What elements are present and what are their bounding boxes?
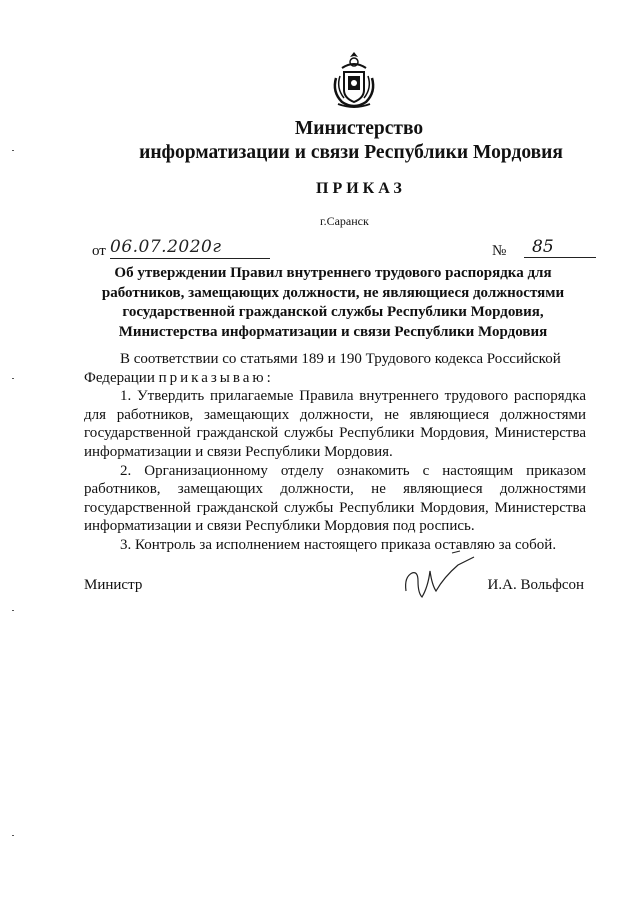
number-handwritten: 85 (524, 237, 596, 258)
document-body (84, 350, 586, 555)
date-number-row (92, 237, 602, 265)
city: г.Саранск (320, 214, 369, 228)
date-prefix: от (92, 243, 106, 259)
date-handwritten: 06.07.2020г (110, 237, 270, 259)
ministry-name-line2: информатизации и связи Республики Мордовия (139, 142, 563, 163)
signatory-name: И.А. Вольфсон (487, 577, 584, 593)
document-title: Об утверждении Правил внутреннего трудового распорядка для работников, замещающих должности, не являющиеся должностями государственной гражданской службы Республики Мордовия, Министерства информатизации и связи Республики Мордовия (101, 265, 565, 340)
signature-block (84, 575, 584, 635)
coat-of-arms-emblem (328, 48, 380, 110)
item-1: 1. Утвердить прилагаемые Правила внутреннего трудового распорядка для работников, замещающих должности, не являющиеся должностями государственной гражданской службы Республики Мордовия, Министерства информатизации и связи Республики Мордовия. (84, 388, 586, 460)
document-type: ПРИКАЗ (316, 180, 406, 197)
scan-mark (12, 150, 14, 151)
handwritten-signature (400, 547, 480, 607)
scan-mark (12, 835, 14, 836)
number-prefix: № (492, 243, 507, 259)
intro-paragraph: В соответствии со статьями 189 и 190 Трудового кодекса Российской (120, 351, 561, 367)
intro-continuation (84, 369, 586, 388)
item-2: 2. Организационному отделу ознакомить с настоящим приказом работников, замещающих должности, не являющиеся должностями государственной гражданской службы Республики Мордовия, Министерства информатизации и связи Республики Мордовия под роспись. (84, 462, 586, 535)
scan-mark (12, 378, 14, 379)
item-3: 3. Контроль за исполнением настоящего приказа оставляю за собой. (120, 536, 557, 553)
order-word: приказываю: (158, 369, 274, 386)
scan-mark (12, 610, 14, 611)
ministry-name-line1: Министерство (294, 118, 424, 139)
signatory-position: Министр (84, 577, 143, 593)
intro-continuation-text: Федерации (84, 369, 159, 386)
